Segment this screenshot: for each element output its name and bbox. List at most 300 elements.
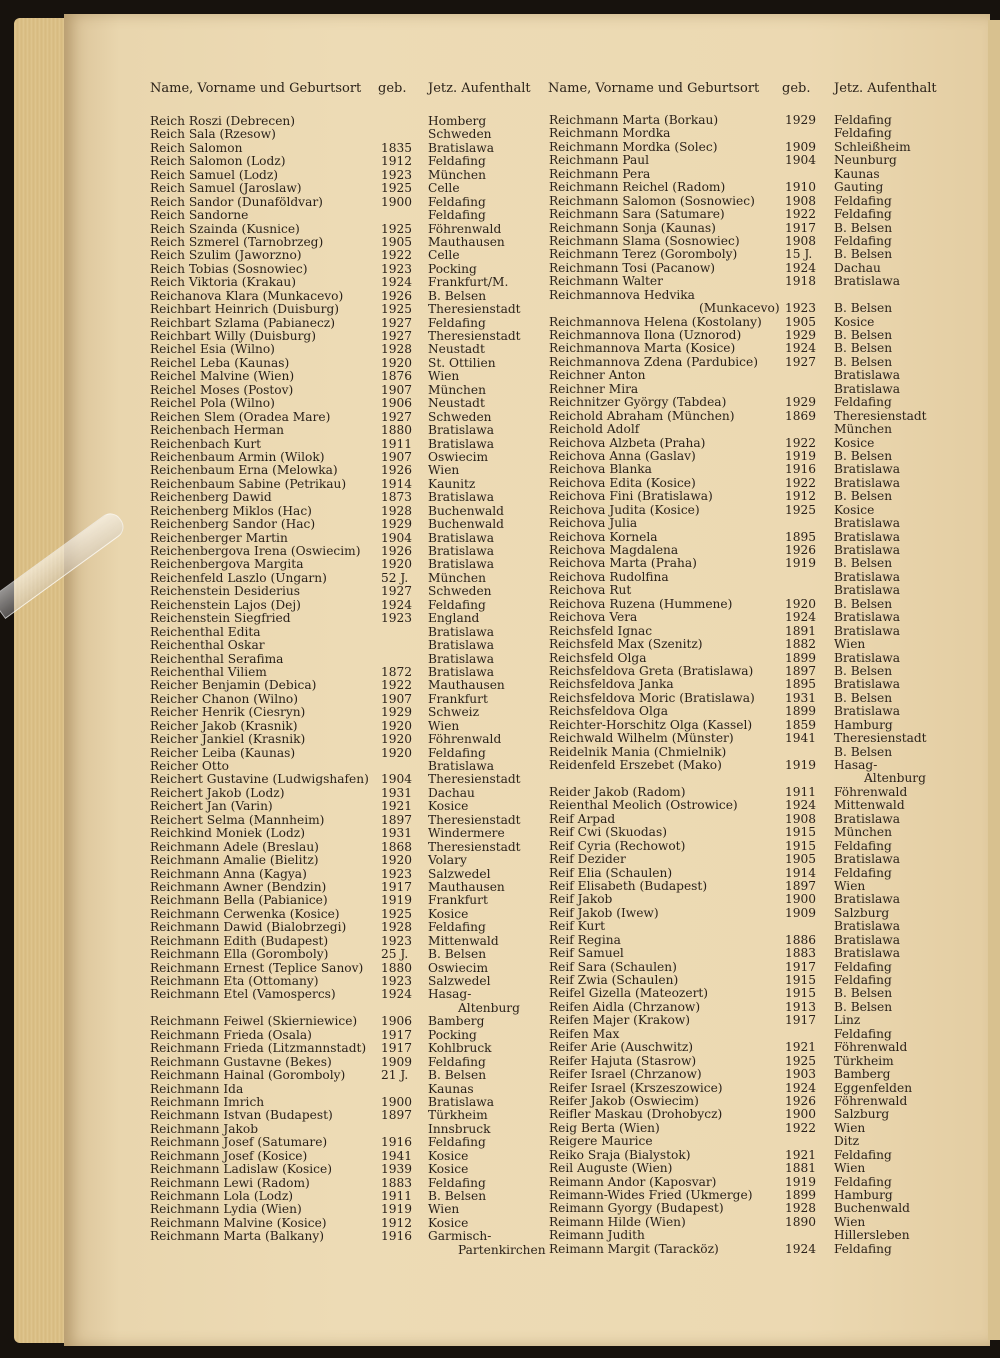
entry-row — [150, 1096, 530, 1109]
entry-row — [150, 653, 530, 666]
entry-place: Homberg — [428, 114, 487, 128]
entry-born: 1883 — [785, 946, 817, 961]
entry-name: Reichel Leba (Kaunas) — [150, 355, 290, 370]
entry-place: Garmisch- — [428, 1229, 492, 1244]
entry-place: Kosice — [834, 435, 875, 450]
entry-name: Reichmann Sonja (Kaunas) — [549, 220, 716, 235]
entry-row — [549, 289, 939, 302]
entry-name: Reichmann Slama (Sosnowiec) — [549, 233, 740, 248]
entry-place: Theresienstadt — [428, 812, 521, 827]
header-place-left: Jetz. Aufenthalt — [428, 81, 531, 96]
entry-place: England — [428, 611, 480, 626]
entry-row — [549, 302, 939, 315]
entry-name: Reichenbaum Erna (Melowka) — [150, 463, 338, 478]
entry-place: Feldafing — [834, 1174, 892, 1189]
entry-place: B. Belsen — [834, 744, 893, 759]
entry-name: Reichmann Mordka (Solec) — [549, 139, 718, 154]
entry-place: Bratislawa — [428, 436, 494, 451]
entry-born: 1907 — [381, 449, 413, 464]
entry-row — [150, 706, 530, 719]
entry-born: 52 J. — [381, 570, 409, 585]
entry-row — [549, 961, 939, 974]
entry-row — [150, 921, 530, 934]
entry-row — [549, 222, 939, 235]
entry-name: Reichold Adolf — [549, 422, 640, 437]
entry-place: Bratislawa — [834, 932, 900, 947]
entry-born: 1917 — [785, 959, 817, 974]
entry-row — [549, 1243, 939, 1256]
entry-place: Feldafing — [834, 193, 892, 208]
entry-row — [549, 1149, 939, 1162]
entry-name: Reichner Anton — [549, 368, 646, 383]
entry-born: 1926 — [785, 1093, 817, 1108]
entry-name: Reichen Slem (Oradea Mare) — [150, 409, 331, 424]
entry-name: Reichmann Malvine (Kosice) — [150, 1215, 327, 1230]
entry-born: 1921 — [785, 1040, 817, 1055]
entry-name: Reichmann Walter — [549, 274, 663, 289]
entry-name: Reif Samuel — [549, 946, 624, 961]
entry-name: Reichmann Adele (Breslau) — [150, 839, 319, 854]
entry-row — [549, 813, 939, 826]
entry-born: 1918 — [785, 274, 817, 289]
entry-name: Reig Berta (Wien) — [549, 1120, 660, 1135]
entry-born: 1926 — [381, 288, 413, 303]
entry-born: 1922 — [785, 475, 817, 490]
entry-name: Reichova Magdalena — [549, 543, 679, 557]
entry-born: 1917 — [381, 879, 413, 894]
entry-born: 1924 — [785, 798, 817, 813]
entry-born: 1917 — [785, 220, 817, 235]
entry-place: Bratislawa — [834, 529, 900, 544]
entry-place: Windermere — [428, 826, 505, 841]
entry-row — [150, 733, 530, 746]
entry-place: Frankfurt — [428, 691, 488, 706]
entry-name: Reifer Israel (Krszeszowice) — [549, 1080, 723, 1095]
entry-born: 1922 — [785, 207, 817, 222]
entry-born: 1917 — [785, 1013, 817, 1028]
entry-born: 1903 — [785, 1067, 817, 1082]
entry-place: Celle — [428, 248, 460, 263]
entry-place: Bratislawa — [834, 368, 900, 383]
entry-place: Bratislawa — [428, 759, 494, 773]
entry-born: 1921 — [785, 1147, 817, 1162]
entry-row — [150, 370, 530, 383]
entry-name: Reichova Rudolfina — [549, 569, 669, 584]
entry-name: Reichenstein Desiderius — [150, 584, 300, 599]
entry-name: Reichmann Awner (Bendzin) — [150, 879, 327, 894]
entry-name: Reichmannova Hedvika — [549, 287, 695, 302]
entry-place: Schweden — [428, 584, 492, 599]
entry-name: Reil Auguste (Wien) — [549, 1161, 673, 1176]
entry-row — [549, 1229, 939, 1242]
entry-born: 1912 — [381, 1215, 413, 1230]
entry-born: 1928 — [785, 1201, 817, 1216]
entry-born: 1924 — [785, 341, 817, 356]
entry-name: Reichert Jakob (Lodz) — [150, 785, 285, 800]
entry-born: 1923 — [381, 261, 413, 276]
entry-name: Reichenbach Kurt — [150, 436, 262, 451]
entry-row — [549, 853, 939, 866]
entry-name: Reicher Benjamin (Debica) — [150, 678, 317, 693]
entry-place: Linz — [834, 1013, 861, 1028]
entry-name: Reidelnik Mania (Chmielnik) — [549, 744, 727, 759]
entry-born: 1931 — [785, 690, 817, 705]
entry-place: Bratislawa — [834, 892, 900, 907]
entry-place: Theresienstadt — [428, 772, 521, 787]
entry-place: B. Belsen — [834, 301, 893, 316]
entry-row — [150, 464, 530, 477]
entry-place: Feldafing — [834, 1241, 892, 1256]
entry-name: Reichova Fini (Bratislawa) — [549, 489, 713, 504]
entry-place: Wien — [834, 637, 866, 652]
entry-born: 1908 — [785, 233, 817, 248]
entry-name: Reichbart Szlama (Pabianecz) — [150, 315, 335, 330]
entry-name: Reichmann Salomon (Sosnowiec) — [549, 193, 755, 208]
entry-name: Reichenberg Miklos (Hac) — [150, 503, 312, 518]
entry-place: Buchenwald — [834, 1201, 910, 1216]
entry-place: Feldafing — [428, 745, 486, 760]
entry-place: Dachau — [428, 785, 475, 800]
entry-place: Schweiz — [428, 705, 479, 720]
entry-name: Reichenstein Lajos (Dej) — [150, 597, 301, 612]
entry-row — [150, 787, 530, 800]
entry-name: Reichenstein Siegfried — [150, 611, 291, 626]
entry-name: Reichold Abraham (München) — [549, 408, 735, 423]
entry-name: Reicher Henrik (Ciesryn) — [150, 705, 306, 720]
entry-place: B. Belsen — [834, 986, 893, 1001]
entry-place: Feldafing — [428, 920, 486, 935]
entry-place: Mauthausen — [428, 678, 505, 693]
entry-row — [549, 383, 939, 396]
entry-row — [150, 1190, 530, 1203]
entry-row — [549, 127, 939, 140]
entry-row — [150, 317, 530, 330]
entry-born: 1882 — [785, 637, 817, 652]
entry-row — [549, 759, 939, 772]
entry-row — [150, 841, 530, 854]
entry-row — [150, 1069, 530, 1082]
entry-born: 1908 — [785, 193, 817, 208]
entry-name: Reifer Jakob (Oswiecim) — [549, 1093, 699, 1108]
entry-name: Reimann-Wides Fried (Ukmerge) — [549, 1188, 753, 1202]
entry-place: Kaunas — [834, 166, 880, 181]
entry-place: B. Belsen — [834, 448, 893, 463]
entry-row — [150, 357, 530, 370]
entry-row — [150, 881, 530, 894]
entry-row — [150, 236, 530, 249]
entry-name: Reichmann Bella (Pabianice) — [150, 893, 328, 908]
entry-name: Reicher Chanon (Wilno) — [150, 691, 299, 706]
entry-born: 1907 — [381, 382, 413, 397]
entry-born: 1880 — [381, 423, 413, 438]
entry-born: 1915 — [785, 986, 817, 1001]
entry-row — [549, 477, 939, 490]
entry-row — [549, 531, 939, 544]
entry-row — [549, 786, 939, 799]
entry-place: Mauthausen — [428, 879, 505, 894]
entry-row — [150, 276, 530, 289]
header-born-right: geb. — [782, 81, 811, 96]
entry-born: 1916 — [381, 1229, 413, 1244]
entry-born: 1895 — [785, 677, 817, 692]
entry-row — [549, 329, 939, 342]
entry-name: Reichert Selma (Mannheim) — [150, 812, 325, 827]
entry-place: München — [834, 422, 892, 437]
entry-place: Bratislawa — [428, 651, 494, 666]
entry-row — [150, 518, 530, 531]
entry-row — [549, 705, 939, 718]
entry-name: Reif Elisabeth (Budapest) — [549, 878, 708, 893]
entry-name: Reich Sandorne — [150, 208, 249, 223]
entry-row — [150, 424, 530, 437]
entry-name: Reichmann Ladislaw (Kosice) — [150, 1162, 332, 1177]
entry-name: Reichenbaum Armin (Wilok) — [150, 449, 325, 464]
entry-name: Reifler Maskau (Drohobycz) — [549, 1107, 723, 1122]
entry-born: 1883 — [381, 1175, 413, 1190]
entry-place: Dachau — [834, 260, 881, 275]
entry-born: 1907 — [381, 691, 413, 706]
entry-name: Reichova Alzbeta (Praha) — [549, 435, 706, 450]
entry-place: Bratislawa — [834, 274, 900, 289]
entry-name: Reichmann Gustavne (Bekes) — [150, 1054, 332, 1069]
entry-row — [150, 666, 530, 679]
entry-name: Reifen Max — [549, 1026, 620, 1041]
entry-place: Bratislawa — [834, 677, 900, 692]
entry-born: 1909 — [381, 1054, 413, 1069]
entry-row — [549, 652, 939, 665]
entry-row — [150, 142, 530, 155]
entry-name: Reichova Vera — [549, 610, 638, 625]
entry-born: 1919 — [785, 448, 817, 463]
entry-name: Reich Szainda (Kusnice) — [150, 221, 300, 236]
entry-name: Reichmann Reichel (Radom) — [549, 180, 726, 195]
entry-name: Reichenbach Herman — [150, 423, 284, 438]
entry-name: Reichsfeldova Olga — [549, 704, 668, 719]
entry-place: Bratislawa — [428, 423, 494, 438]
entry-row — [549, 1216, 939, 1229]
entry-row — [549, 746, 939, 759]
entry-place: B. Belsen — [834, 690, 893, 705]
entry-row — [549, 799, 939, 812]
entry-born: 1899 — [785, 704, 817, 719]
entry-place: Föhrenwald — [834, 1040, 908, 1055]
entry-place: Hasag- — [428, 987, 472, 1002]
entry-row — [150, 868, 530, 881]
entry-name: Reichmann Mordka — [549, 126, 671, 141]
entry-place: Bratislawa — [834, 381, 900, 396]
entry-row — [549, 947, 939, 960]
entry-place: Türkheim — [834, 1053, 894, 1068]
entry-row — [549, 1176, 939, 1189]
entry-place: Bratislawa — [834, 543, 900, 557]
entry-row — [549, 490, 939, 503]
entry-born: 1905 — [785, 314, 817, 329]
entry-born: 1924 — [785, 610, 817, 625]
entry-place: B. Belsen — [834, 354, 893, 369]
entry-row — [549, 181, 939, 194]
entry-place: Kosice — [428, 1148, 469, 1163]
entry-name: Reimann Hilde (Wien) — [549, 1214, 686, 1229]
entry-born: 1919 — [785, 556, 817, 571]
entry-born: 1835 — [381, 140, 413, 155]
entry-row — [150, 128, 530, 141]
entry-row — [549, 625, 939, 638]
entry-place: Bratislawa — [834, 704, 900, 719]
entry-place: Salzburg — [834, 905, 890, 920]
entry-born: 1924 — [785, 1080, 817, 1095]
entry-born: 1914 — [381, 476, 413, 491]
entry-born: 1916 — [381, 1135, 413, 1150]
entry-place: Föhrenwald — [834, 1093, 908, 1108]
entry-name: Reichmann Imrich — [150, 1094, 265, 1109]
entry-row — [549, 423, 939, 436]
entry-row — [549, 195, 939, 208]
entry-name: Reich Salomon (Lodz) — [150, 154, 286, 169]
entry-name: Reichnitzer György (Tabdea) — [549, 395, 727, 410]
entry-born: 1899 — [785, 650, 817, 665]
entry-row — [549, 369, 939, 382]
entry-place: B. Belsen — [834, 247, 893, 262]
entry-name: Reichmannova Zdena (Pardubice) — [549, 354, 758, 369]
entry-place: Buchenwald — [428, 517, 504, 532]
entry-place: Kosice — [834, 314, 875, 329]
left-column — [150, 114, 546, 1257]
entry-born: 1925 — [785, 502, 817, 517]
entry-place: Bratislawa — [428, 490, 494, 505]
entry-row — [150, 1056, 530, 1069]
entry-row — [150, 720, 530, 733]
entry-name: Reichenberg Dawid — [150, 490, 272, 505]
entry-row — [549, 1189, 939, 1202]
entry-place: München — [428, 167, 486, 182]
entry-place: Theresienstadt — [834, 731, 927, 746]
entry-place: Bratislawa — [834, 946, 900, 961]
entry-place: Bratislawa — [834, 475, 900, 490]
entry-place: Schleißheim — [834, 139, 911, 154]
entry-row — [150, 639, 530, 652]
entry-born: 1939 — [381, 1162, 413, 1177]
entry-row — [150, 747, 530, 760]
entry-name: Reichmann Josef (Satumare) — [150, 1135, 328, 1150]
entry-name: Reichmann Amalie (Bielitz) — [150, 853, 319, 868]
entry-born: 1900 — [381, 194, 413, 209]
entry-place: Mittenwald — [834, 798, 905, 813]
entry-born: 1913 — [785, 999, 817, 1014]
entry-born: 1915 — [785, 838, 817, 853]
entry-name: Reifer Arie (Auschwitz) — [549, 1040, 694, 1055]
entry-born: 1900 — [381, 1094, 413, 1109]
entry-name: Reich Samuel (Lodz) — [150, 167, 279, 182]
entry-row — [150, 397, 530, 410]
entry-name: Reichmannova Helena (Kostolany) — [549, 314, 762, 329]
entry-place: Neustadt — [428, 342, 485, 357]
entry-born: 1922 — [785, 435, 817, 450]
entry-name: Reif Cwi (Skuodas) — [549, 825, 667, 840]
entry-row — [549, 867, 939, 880]
entry-row — [150, 411, 530, 424]
entry-place: München — [428, 570, 486, 585]
entry-name: Reigere Maurice — [549, 1134, 653, 1149]
header-born-left: geb. — [378, 81, 407, 96]
entry-born: 1895 — [785, 529, 817, 544]
entry-row — [150, 827, 530, 840]
header-place-right: Jetz. Aufenthalt — [834, 81, 937, 96]
entry-row — [549, 208, 939, 221]
entry-born: 1915 — [785, 825, 817, 840]
entry-place: Feldafing — [834, 1026, 892, 1041]
entry-name: Reichmann Ella (Goromboly) — [150, 947, 329, 962]
entry-row — [549, 987, 939, 1000]
entry-place: Föhrenwald — [428, 732, 502, 747]
entry-place: Salzwedel — [428, 866, 491, 881]
entry-born: 1919 — [381, 893, 413, 908]
entry-place: Salzburg — [834, 1107, 890, 1122]
entry-row — [150, 1203, 530, 1216]
entry-place: Wien — [834, 1214, 866, 1229]
entry-row — [150, 975, 530, 988]
entry-name: Reichanova Klara (Munkacevo) — [150, 288, 344, 303]
entry-name: Reichova Ruzena (Hummene) — [549, 596, 733, 611]
header-name-left: Name, Vorname und Geburtsort — [150, 81, 362, 96]
entry-row — [549, 692, 939, 705]
entry-born: 1941 — [785, 731, 817, 746]
entry-name: Reichenthal Oskar — [150, 638, 265, 653]
entry-born: 1919 — [785, 758, 817, 772]
entry-born: 1923 — [381, 866, 413, 881]
entry-born: 1910 — [785, 180, 817, 195]
entry-born: 1925 — [381, 181, 413, 196]
entry-row — [150, 572, 530, 585]
entry-name: Reichova Marta (Praha) — [549, 556, 697, 571]
entry-born: 1868 — [381, 839, 413, 854]
entry-name: Reienthal Meolich (Ostrowice) — [549, 798, 738, 813]
entry-row — [549, 584, 939, 597]
entry-place: Buchenwald — [428, 503, 504, 518]
entry-place: B. Belsen — [834, 663, 893, 678]
entry-row — [150, 1163, 530, 1176]
entry-place: Bratislawa — [428, 664, 494, 679]
entry-row — [549, 342, 939, 355]
entry-place: B. Belsen — [834, 341, 893, 356]
entry-row — [549, 907, 939, 920]
entry-name: Reichmann Lydia (Wien) — [150, 1202, 302, 1217]
entry-born: 1919 — [381, 1202, 413, 1217]
entry-name: Reimann Gyorgy (Budapest) — [549, 1201, 724, 1216]
entry-row — [150, 209, 530, 222]
entry-row — [549, 141, 939, 154]
entry-born: 1904 — [381, 530, 413, 545]
entry-born: 1900 — [785, 892, 817, 907]
entry-name: Reichova Blanka — [549, 462, 652, 477]
entry-born: 1919 — [785, 1174, 817, 1189]
entry-row — [150, 1136, 530, 1149]
entry-place: Oswiecim — [428, 449, 489, 464]
entry-born: 1905 — [381, 234, 413, 249]
entry-name: Reichova Anna (Gaslav) — [549, 448, 696, 463]
entry-row — [549, 665, 939, 678]
entry-name: Reider Jakob (Radom) — [549, 784, 686, 799]
entry-born: 1931 — [381, 826, 413, 841]
entry-born: 15 J. — [785, 247, 813, 262]
entry-row — [549, 1068, 939, 1081]
entry-name: Reichmann Lewi (Radom) — [150, 1175, 310, 1190]
entry-place: Feldafing — [428, 154, 486, 169]
entry-place: Feldafing — [834, 1147, 892, 1162]
entry-place: Pocking — [428, 1027, 477, 1042]
entry-name: Reichbart Heinrich (Duisburg) — [150, 302, 340, 317]
entry-name: Reichmann Josef (Kosice) — [150, 1148, 308, 1163]
entry-born: 1912 — [785, 489, 817, 504]
